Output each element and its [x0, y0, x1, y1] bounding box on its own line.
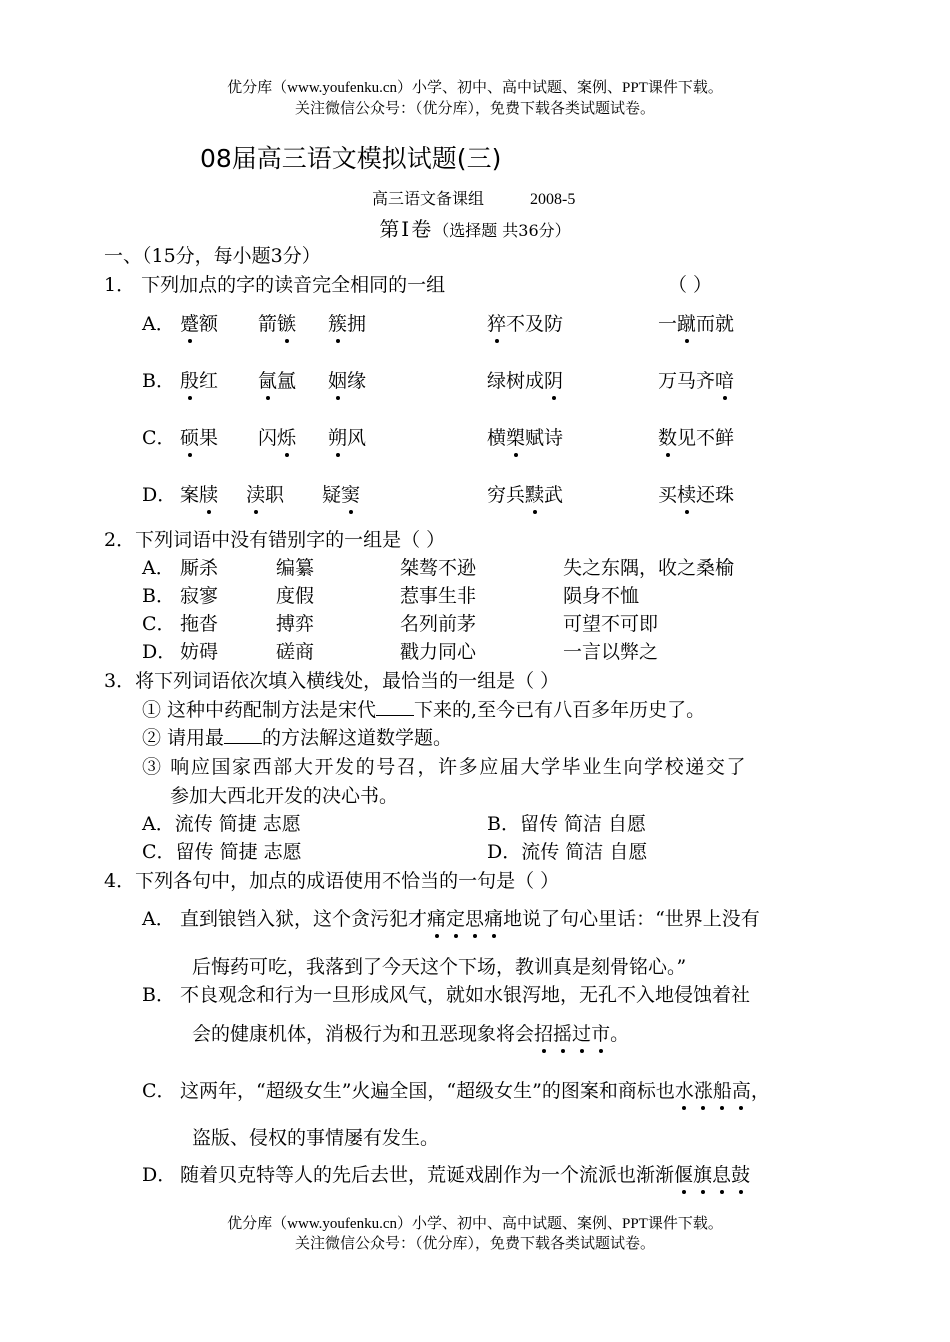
- q3-option-b: B．留传 简洁 自愿: [487, 813, 647, 835]
- q4-d-letter: D．: [142, 1164, 177, 1186]
- q1-a-word4: 猝不及防: [487, 313, 564, 335]
- q2-d-col3: 戳力同心: [400, 641, 477, 663]
- emphasis-char: 姻: [328, 370, 348, 392]
- q2-b-letter: B．: [142, 585, 175, 607]
- section-one-label: 一、（15分，每小题3分）: [104, 245, 321, 267]
- emphasis-char: 硕: [180, 427, 200, 449]
- emphasis-char: 涨: [693, 1080, 713, 1102]
- q3-s1-after: 下来的,至今已有八百多年历史了。: [414, 699, 706, 721]
- q4-c-letter: C．: [142, 1080, 176, 1102]
- q3-stem: 3．将下列词语依次填入横线处，最恰当的一组是（ ）: [104, 670, 560, 692]
- q2-b-col1: 寂寥: [180, 585, 219, 607]
- emphasis-char: 氤: [258, 370, 278, 392]
- q2-a-col2: 编纂: [276, 557, 315, 579]
- q1-b-word3: 姻缘: [328, 370, 367, 392]
- q4-a-pre: 直到锒铛入狱，这个贪污犯才: [180, 908, 428, 930]
- byline-group: 高三语文备课组: [372, 189, 485, 208]
- q4-c-line1: [180, 1076, 770, 1103]
- q2-c-col1: 拖沓: [180, 613, 219, 635]
- q3-sentence1: [142, 695, 705, 722]
- q3-option-a: A．流传 简捷 志愿: [142, 813, 301, 835]
- q1-d-word1: 案牍: [180, 484, 219, 506]
- emphasis-char: 黩: [525, 484, 545, 506]
- emphasis-char: 数: [658, 427, 678, 449]
- emphasis-char: 槊: [506, 427, 526, 449]
- q4-stem: 4．下列各句中，加点的成语使用不恰当的一句是（ ）: [104, 870, 560, 892]
- q4-b-line2: [192, 1019, 629, 1046]
- q3-option-c: C．留传 简捷 志愿: [142, 841, 302, 863]
- emphasis-char: 鼓: [731, 1164, 751, 1186]
- q1-option-c: [142, 423, 176, 450]
- q2-stem: 2．下列词语中没有错别字的一组是（ ）: [104, 529, 446, 551]
- q4-b-idiom: [534, 1023, 610, 1045]
- emphasis-char: 思: [465, 908, 485, 930]
- q2-a-letter: A．: [142, 557, 175, 579]
- q2-b-col2: 度假: [276, 585, 315, 607]
- q2-c-letter: C．: [142, 613, 176, 635]
- emphasis-char: 蹴: [677, 313, 697, 335]
- q3-sentence2: [142, 723, 452, 750]
- q2-c-col3: 名列前茅: [400, 613, 477, 635]
- q1-d-word3: 疑窦: [322, 484, 361, 506]
- q2-a-col3: 桀骜不逊: [400, 557, 477, 579]
- q1-d-word2: 渎职: [246, 484, 285, 506]
- option-letter: B．: [142, 370, 175, 392]
- emphasis-char: 痛: [427, 908, 447, 930]
- emphasis-char: 镞: [277, 313, 297, 335]
- emphasis-char: 定: [446, 908, 466, 930]
- emphasis-char: 烁: [277, 427, 297, 449]
- emphasis-char: 簇: [328, 313, 348, 335]
- q4-a-line2: 后悔药可吃，我落到了今天这个下场，教训真是刻骨铭心。”: [192, 956, 687, 978]
- q3-s2-before: ② 请用最: [142, 727, 225, 749]
- q2-c-col4: 可望不可即: [563, 613, 659, 635]
- emphasis-char: 喑: [715, 370, 735, 392]
- exam-title: 08届高三语文模拟试题(三): [200, 144, 502, 173]
- emphasis-char: 殷: [180, 370, 200, 392]
- q4-c-post: ，: [750, 1080, 770, 1102]
- volume-note: （选择题 共36分）: [433, 221, 571, 240]
- q1-d-word4: 穷兵黩武: [487, 484, 564, 506]
- q1-b-word1: 殷红: [180, 370, 219, 392]
- emphasis-char: 招: [534, 1023, 554, 1045]
- emphasis-char: 市: [591, 1023, 611, 1045]
- emphasis-char: 窦: [341, 484, 361, 506]
- emphasis-char: 痛: [484, 908, 504, 930]
- emphasis-char: 息: [712, 1164, 732, 1186]
- q4-b-letter: B．: [142, 984, 175, 1006]
- emphasis-char: 猝: [487, 313, 507, 335]
- emphasis-char: 阴: [544, 370, 564, 392]
- q1-a-word5: 一蹴而就: [658, 313, 735, 335]
- q4-c-idiom: [675, 1080, 751, 1102]
- emphasis-char: 椟: [677, 484, 697, 506]
- q1-option-a: [142, 309, 175, 336]
- q4-b-post: 。: [610, 1023, 630, 1045]
- q2-b-col4: 陨身不恤: [563, 585, 640, 607]
- q3-s1-before: ① 这种中药配制方法是宋代: [142, 699, 377, 721]
- q3-s2-after: 的方法解这道数学题。: [262, 727, 453, 749]
- q1-option-b: [142, 366, 175, 393]
- page-header-line1: 优分库（www.youfenku.cn）小学、初中、高中试题、案例、PPT课件下载。: [227, 80, 723, 96]
- q4-a-line1: [180, 904, 760, 931]
- q4-a-idiom: [427, 908, 503, 930]
- q4-d-line1: [180, 1160, 750, 1187]
- q1-b-word5: 万马齐喑: [658, 370, 735, 392]
- q2-d-col2: 磋商: [276, 641, 315, 663]
- q1-stem: 1． 下列加点的字的读音完全相同的一组: [104, 274, 446, 296]
- emphasis-char: 水: [674, 1080, 694, 1102]
- q2-a-col1: 厮杀: [180, 557, 219, 579]
- emphasis-char: 朔: [328, 427, 348, 449]
- q2-d-col1: 妨碍: [180, 641, 219, 663]
- volume-main: 第Ⅰ卷: [379, 217, 434, 241]
- q1-c-word3: 朔风: [328, 427, 367, 449]
- page-header-line2: 关注微信公众号：（优分库），免费下载各类试题试卷。: [294, 101, 655, 117]
- q4-b-pre: 会的健康机体，消极行为和丑恶现象将会: [192, 1023, 535, 1045]
- q4-d-pre: 随着贝克特等人的先后去世，荒诞戏剧作为一个流派也渐渐: [180, 1164, 675, 1186]
- q1-c-word1: 硕果: [180, 427, 219, 449]
- q2-d-col4: 一言以弊之: [563, 641, 659, 663]
- page-footer-line1: 优分库（www.youfenku.cn）小学、初中、高中试题、案例、PPT课件下载。: [227, 1216, 723, 1232]
- q3-option-d: D．流传 简洁 自愿: [487, 841, 648, 863]
- q1-b-word2: 氤氲: [258, 370, 297, 392]
- q4-c-line2: 盗版、侵权的事情屡有发生。: [192, 1127, 440, 1149]
- option-letter: C．: [142, 427, 176, 449]
- emphasis-char: 船: [712, 1080, 732, 1102]
- q4-c-pre: 这两年，“超级女生”火遍全国，“超级女生”的图案和商标也: [180, 1080, 675, 1102]
- q1-c-word4: 横槊赋诗: [487, 427, 564, 449]
- q1-c-word5: 数见不鲜: [658, 427, 735, 449]
- volume-heading: [0, 213, 950, 242]
- q1-c-word2: 闪烁: [258, 427, 297, 449]
- q4-b-line1: 不良观念和行为一旦形成风气，就如水银泻地，无孔不入地侵蚀着社: [180, 984, 751, 1006]
- emphasis-char: 旗: [693, 1164, 713, 1186]
- emphasis-char: 渎: [246, 484, 266, 506]
- emphasis-char: 摇: [553, 1023, 573, 1045]
- q1-d-word5: 买椟还珠: [658, 484, 735, 506]
- emphasis-char: 蹙: [180, 313, 200, 335]
- q4-a-letter: A．: [142, 908, 175, 930]
- q1-answer-bracket: （ ）: [668, 274, 713, 296]
- option-letter: A．: [142, 313, 175, 335]
- q1-a-word1: 蹙额: [180, 313, 219, 335]
- q3-blank2: [224, 729, 262, 744]
- q2-a-col4: 失之东隅，收之桑榆: [563, 557, 735, 579]
- option-letter: D．: [142, 484, 177, 506]
- q3-sentence3: ③ 响应国家西部大开发的号召，许多应届大学毕业生向学校递交了: [142, 756, 748, 778]
- emphasis-char: 过: [572, 1023, 592, 1045]
- q3-sentence3-cont: 参加大西北开发的决心书。: [170, 785, 399, 807]
- q2-b-col3: 惹事生非: [400, 585, 477, 607]
- q4-a-post: 地说了句心里话：“世界上没有: [503, 908, 760, 930]
- q1-a-word2: 箭镞: [258, 313, 297, 335]
- emphasis-char: 高: [731, 1080, 751, 1102]
- q2-d-letter: D．: [142, 641, 177, 663]
- q3-blank1: [376, 701, 414, 716]
- emphasis-char: 牍: [199, 484, 219, 506]
- q4-d-idiom: [674, 1164, 750, 1186]
- byline: [372, 186, 575, 209]
- q1-option-d: [142, 480, 176, 507]
- q1-a-word3: 簇拥: [328, 313, 367, 335]
- emphasis-char: 偃: [674, 1164, 694, 1186]
- q2-c-col2: 搏弈: [276, 613, 315, 635]
- page-footer-line2: 关注微信公众号：（优分库），免费下载各类试题试卷。: [294, 1236, 655, 1252]
- q1-b-word4: 绿树成阴: [487, 370, 564, 392]
- byline-date: 2008-5: [530, 191, 576, 208]
